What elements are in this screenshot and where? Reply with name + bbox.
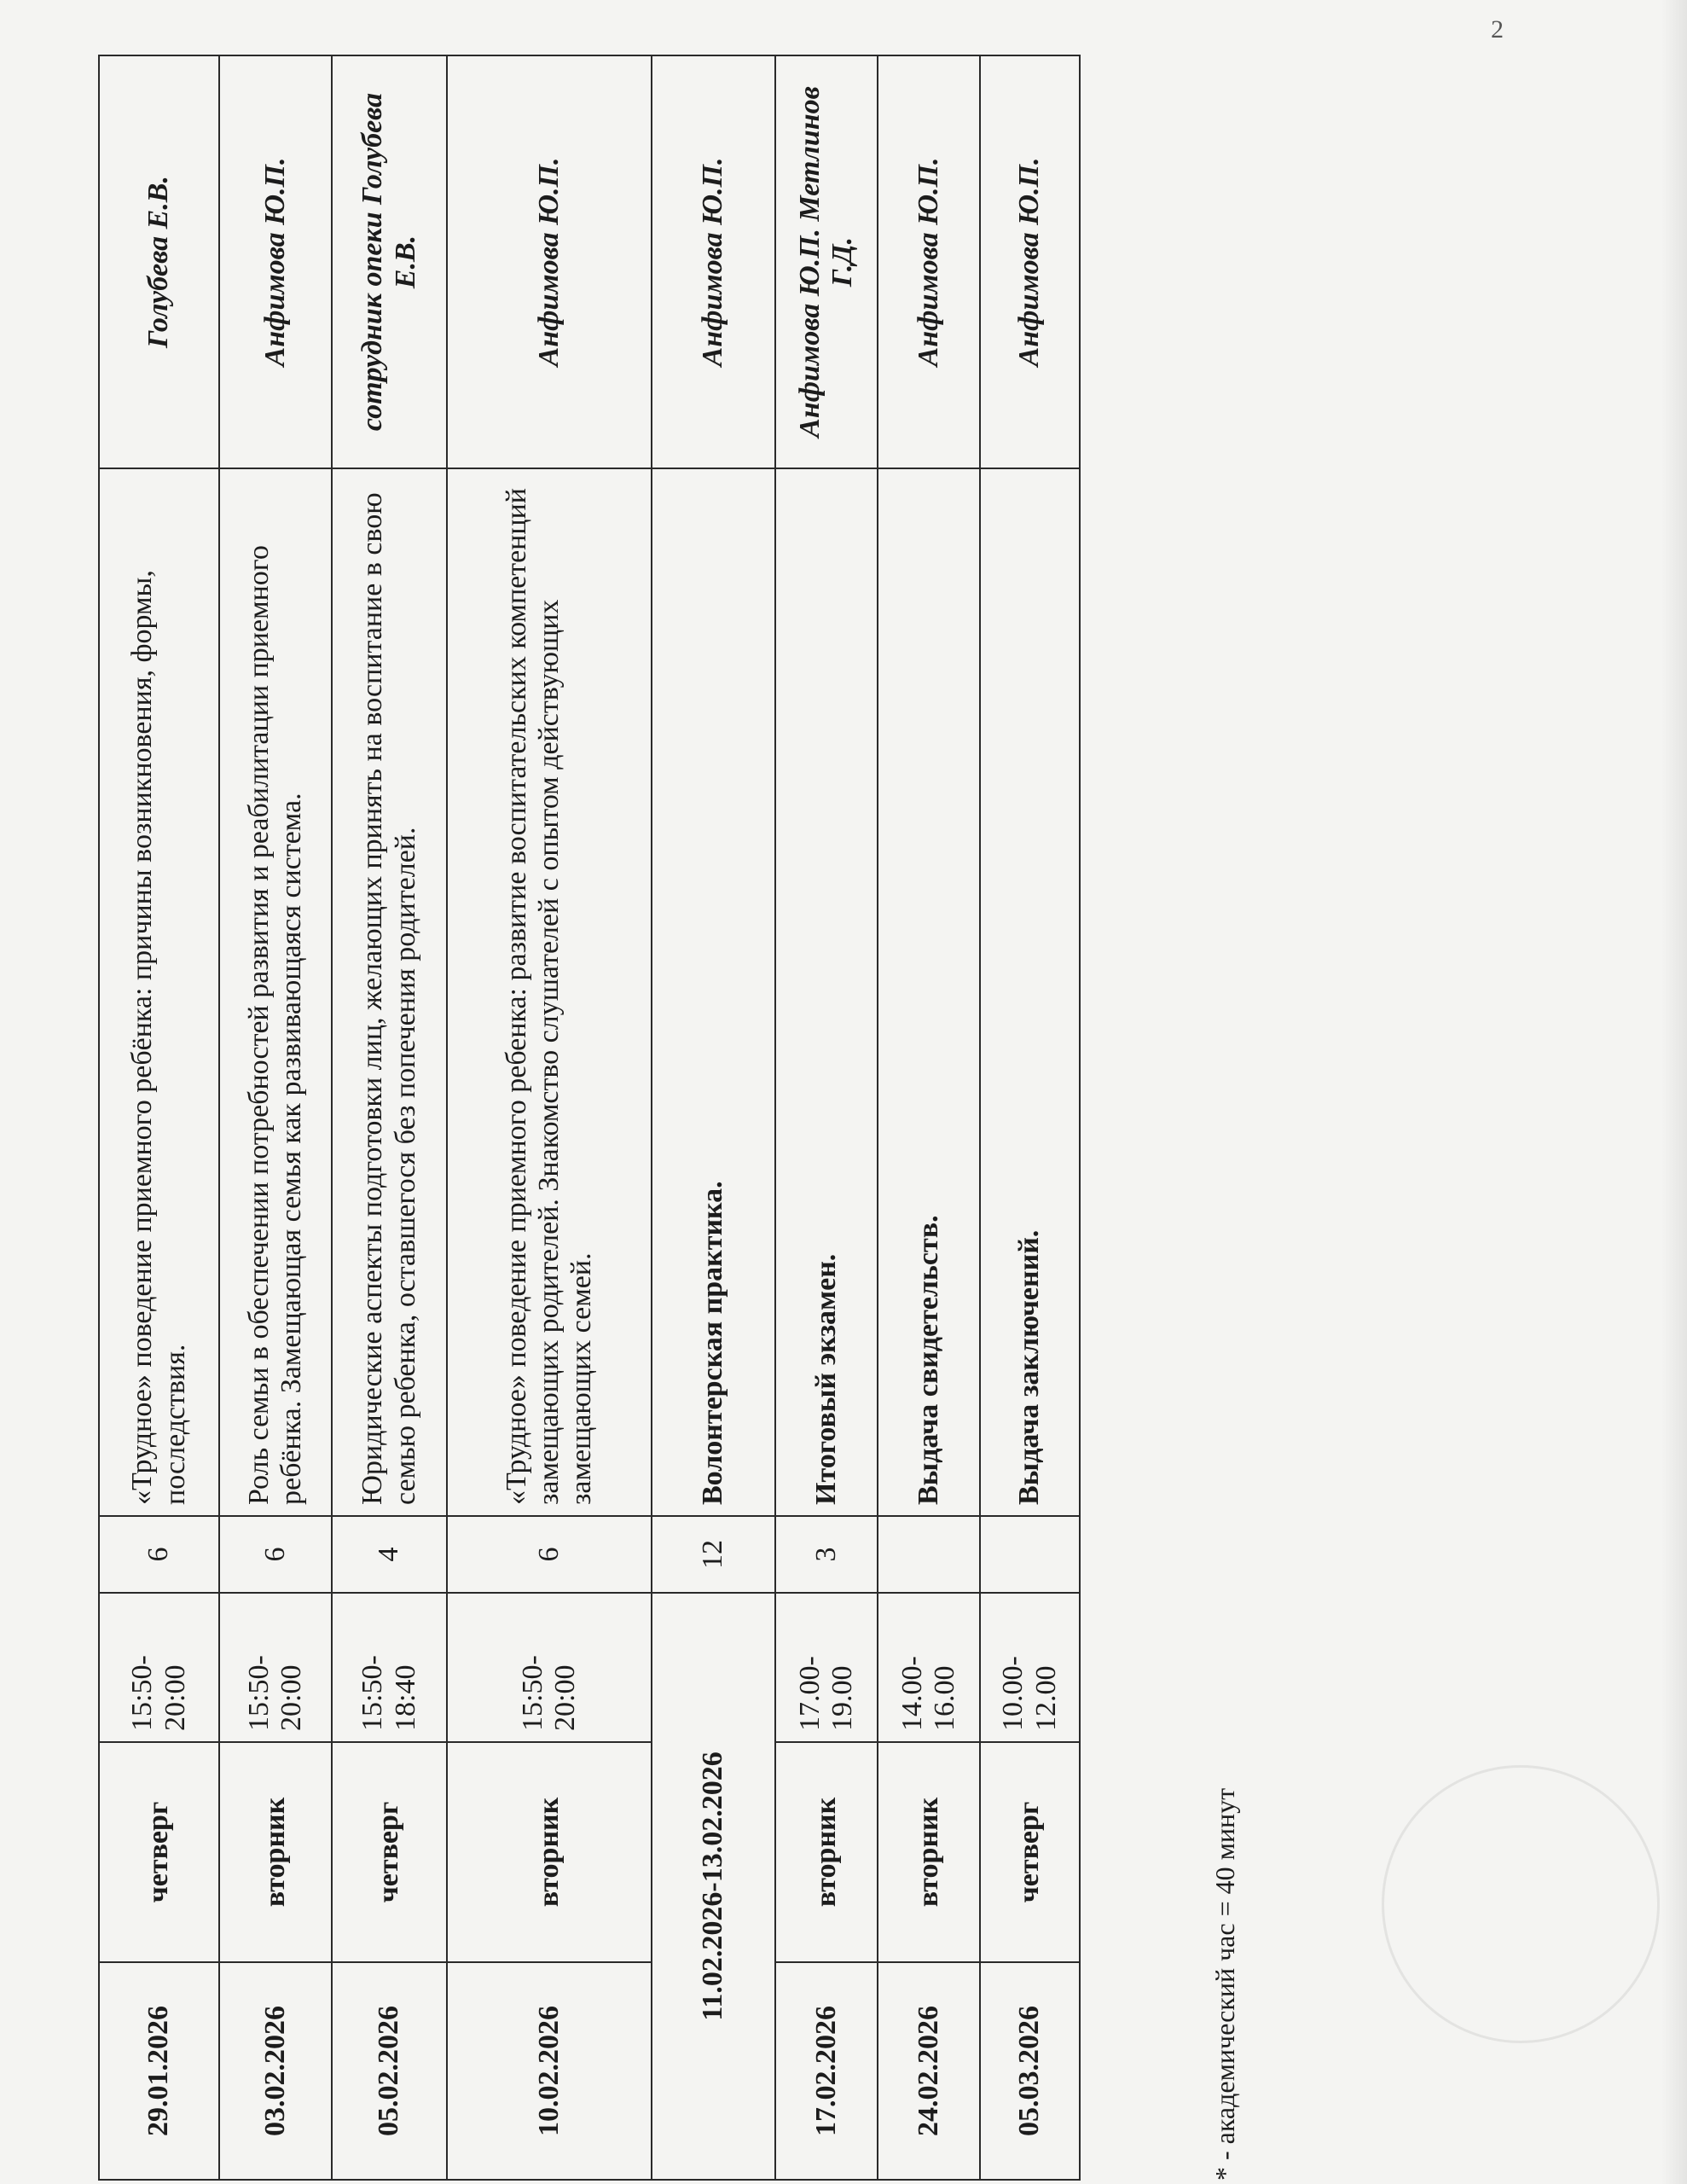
teacher-cell: сотрудник опеки Голубева Е.В. — [332, 55, 447, 468]
teacher-cell: Анфимова Ю.П. — [652, 55, 775, 468]
table-row — [447, 55, 652, 2180]
topic-cell: Выдача заключений. — [980, 468, 1080, 1516]
date-cell: 24.02.2026 — [878, 1962, 980, 2180]
weekday-cell: вторник — [447, 1742, 652, 1962]
topic-cell: Выдача свидетельств. — [878, 468, 980, 1516]
table-row — [99, 55, 219, 2180]
footnote: * - академический час = 40 минут — [1209, 1787, 1240, 2181]
table-row — [652, 55, 775, 2180]
date-cell: 03.02.2026 — [219, 1962, 332, 2180]
hours-cell: 3 — [775, 1516, 878, 1593]
date-range-cell: 11.02.2026-13.02.2026 — [652, 1593, 775, 2180]
topic-cell: Итоговый экзамен. — [775, 468, 878, 1516]
date-cell: 05.03.2026 — [980, 1962, 1080, 2180]
weekday-cell: вторник — [219, 1742, 332, 1962]
teacher-cell: Анфимова Ю.П. — [447, 55, 652, 468]
date-cell: 10.02.2026 — [447, 1962, 652, 2180]
hours-cell — [878, 1516, 980, 1593]
weekday-cell: вторник — [878, 1742, 980, 1962]
teacher-cell: Анфимова Ю.П. — [219, 55, 332, 468]
faded-stamp — [1382, 1765, 1660, 2043]
time-cell: 15:50-20:00 — [219, 1593, 332, 1742]
date-cell: 17.02.2026 — [775, 1962, 878, 2180]
time-cell: 15:50-18:40 — [332, 1593, 447, 1742]
table-row — [332, 55, 447, 2180]
hours-cell: 12 — [652, 1516, 775, 1593]
hours-cell: 6 — [447, 1516, 652, 1593]
hours-cell: 6 — [219, 1516, 332, 1593]
time-cell: 15:50-20:00 — [447, 1593, 652, 1742]
weekday-cell: четверг — [332, 1742, 447, 1962]
table-row — [775, 55, 878, 2180]
topic-cell: Роль семьи в обеспечении потребностей развития и реабилитации приемного ребёнка. Замещающая семья как развивающаяся система. — [219, 468, 332, 1516]
date-cell: 05.02.2026 — [332, 1962, 447, 2180]
topic-cell: Юридические аспекты подготовки лиц, желающих принять на воспитание в свою семью ребенка, оставшегося без попечения родителей. — [332, 468, 447, 1516]
weekday-cell: четверг — [980, 1742, 1080, 1962]
schedule-table — [98, 55, 1081, 2181]
hours-cell: 6 — [99, 1516, 219, 1593]
teacher-cell: Анфимова Ю.П. — [980, 55, 1080, 468]
topic-cell: «Трудное» поведение приемного ребенка: развитие воспитательских компетенций замещающих родителей. Знакомство слушателей с опытом действующих замещающих семей. — [447, 468, 652, 1516]
hours-cell: 4 — [332, 1516, 447, 1593]
topic-cell: Волонтерская практика. — [652, 468, 775, 1516]
teacher-cell: Анфимова Ю.П. Метлинов Г.Д. — [775, 55, 878, 468]
time-cell: 10.00-12.00 — [980, 1593, 1080, 1742]
weekday-cell: четверг — [99, 1742, 219, 1962]
page-number: 2 — [1491, 15, 1504, 44]
time-cell: 17.00-19.00 — [775, 1593, 878, 1742]
table-row — [219, 55, 332, 2180]
teacher-cell: Анфимова Ю.П. — [878, 55, 980, 468]
hours-cell — [980, 1516, 1080, 1593]
table-row — [980, 55, 1080, 2180]
time-cell: 15:50-20:00 — [99, 1593, 219, 1742]
weekday-cell: вторник — [775, 1742, 878, 1962]
time-cell: 14.00-16.00 — [878, 1593, 980, 1742]
teacher-cell: Голубева Е.В. — [99, 55, 219, 468]
table-row — [878, 55, 980, 2180]
topic-cell: «Трудное» поведение приемного ребёнка: причины возникновения, формы, последствия. — [99, 468, 219, 1516]
date-cell: 29.01.2026 — [99, 1962, 219, 2180]
